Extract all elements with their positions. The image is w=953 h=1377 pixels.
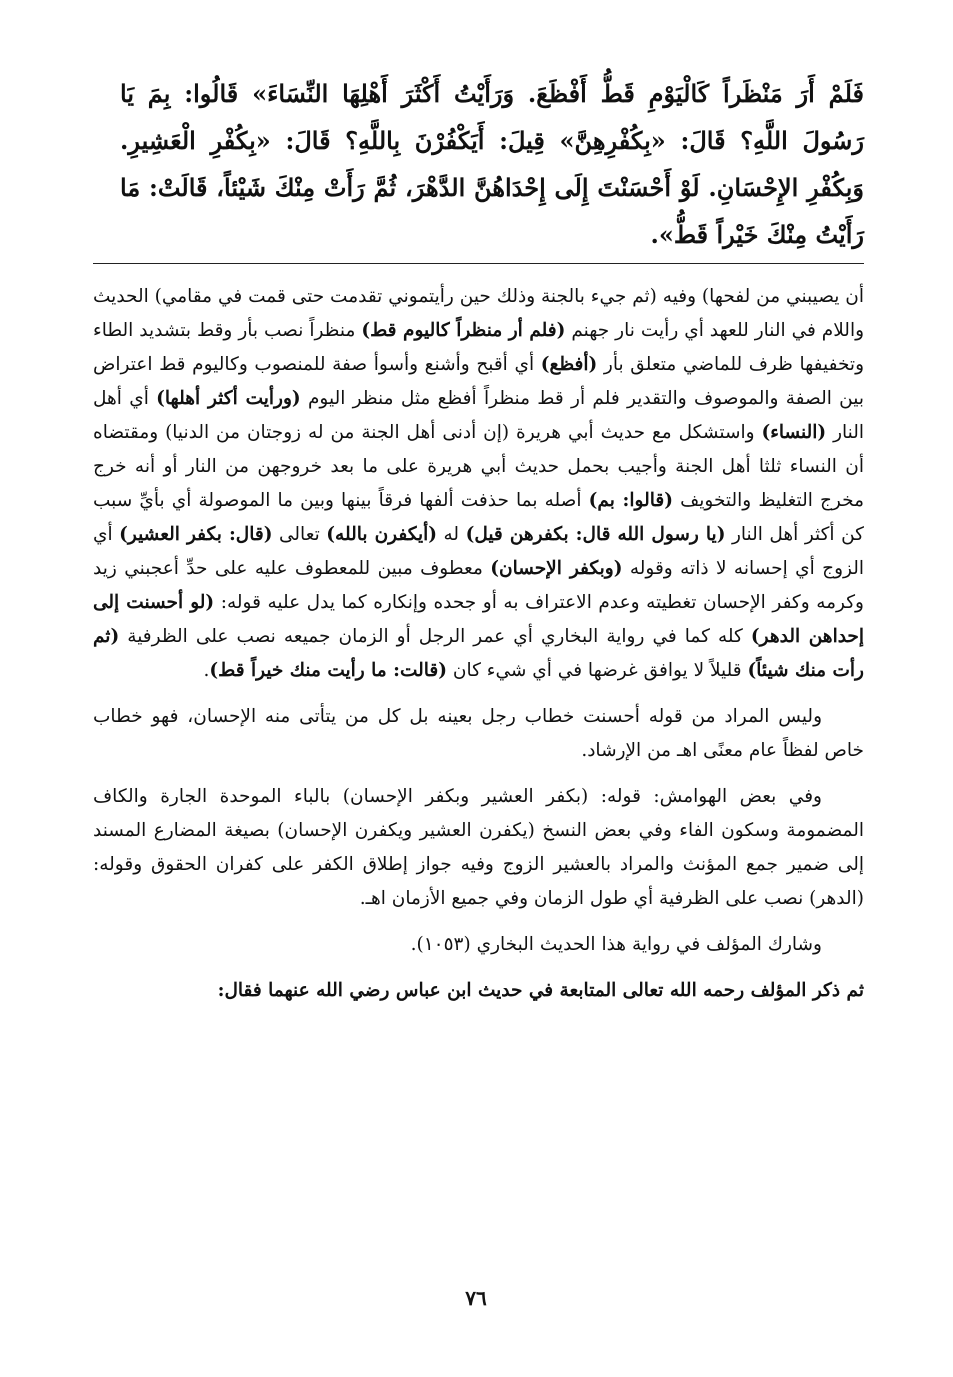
- hadith-text: فَلَمْ أَرَ مَنْظَراً كَالْيَوْمِ قَطُّ أَفْظَعَ. وَرَأَيْتُ أَكْثَرَ أَهْلِهَا النِّسَاءَ» قَالُوا: بِمَ يَا رَسُولَ اللَّهِ؟ قَالَ: «بِكُفْرِهِنَّ» قِيلَ: أَيَكْفُرْنَ بِاللَّهِ؟ قَالَ: «بِكُفْرِ الْعَشِيرِ. وَبِكُفْرِ الإِحْسَانِ. لَوْ أَحْسَنْتَ إِلَى إِحْدَاهُنَّ الدَّهْرَ، ثُمَّ رَأَتْ مِنْكَ شَيْئاً، قَالَتْ: مَا رَأَيْتُ مِنْكَ خَيْراً قَطُّ».: [120, 79, 864, 249]
- quoted-phrase: (يا رسول الله قال: بكفرهن قيل): [465, 524, 726, 545]
- quoted-phrase: (قالوا: بم): [588, 490, 673, 511]
- commentary-paragraph-2: وليس المراد من قوله أحسنت خطاب رجل بعينه بل كل من يتأتى منه الإحسان، فهو خطاب خاص لفظاً عام معنًى اهـ من الإرشاد.: [93, 706, 864, 761]
- quoted-phrase: (أيكفرن بالله): [326, 524, 437, 545]
- quoted-phrase: (قالت: ما رأيت منك خيراً قط): [209, 660, 447, 681]
- quoted-phrase: (قال: بكفر العشير): [119, 524, 273, 545]
- commentary-text: معطوف مبين للمعطوف عليه على حدِّ أعجبني زيد وكرمه وكفر الإحسان تغطيته وعدم الاعتراف به أو جحده وإنكاره كما يدل عليه قوله:: [93, 558, 864, 613]
- commentary-text: أصله بما حذفت ألفها فرقاً بينها وبين ما الموصولة أي بأيِّ سبب كن أكثر أهل النار: [93, 490, 864, 545]
- commentary-text: قليلاً لا يوافق غرضها في أي شيء كان: [447, 660, 748, 681]
- commentary-text: أن يصيبني من لفحها) وفيه (ثم جيء بالجنة وذلك حين رأيتموني تقدمت حتى قمت في مقامي) الحديث واللام في النار للعهد أي رأيت نار جهنم: [93, 286, 865, 341]
- commentary-paragraph-4: وشارك المؤلف في رواية هذا الحديث البخاري (١٠٥٣).: [410, 934, 822, 955]
- commentary-text: أي أهل النار: [93, 388, 864, 443]
- quoted-phrase: (وبكفر الإحسان): [490, 558, 623, 579]
- quoted-phrase: (ثم رأت منك شيئاً): [93, 626, 864, 681]
- commentary-text: منظراً نصب بأر وقط بتشديد الطاء وتخفيفها ظرف للماضي متعلق بأر: [93, 320, 864, 375]
- quoted-phrase: (النساء): [761, 422, 827, 443]
- quoted-phrase: (ورأيت أكثر أهلها): [156, 388, 301, 409]
- commentary-paragraph-5: [93, 974, 864, 1008]
- commentary-text: .: [203, 660, 210, 681]
- commentary-text: له: [436, 524, 466, 545]
- quoted-phrase: (فلم أر منظراً كاليوم قط): [361, 320, 566, 341]
- commentary-paragraph-3: وفي بعض الهوامش: قوله: (بكفر العشير وبكفر الإحسان) بالباء الموحدة الجارة والكاف المضمومة وسكون الفاء وفي بعض النسخ (يكفرن العشير ويكفرن الإحسان) بصيغة المضارع المسند إلى ضمير جمع المؤنث والمراد بالعشير الزوج وفيه جواز إطلاق الكفر على كفران الحقوق وقوله: (الدهر) نصب على الظرفية أي طول الزمان وفي جميع الأزمان اهـ.: [93, 786, 864, 909]
- quoted-phrase: (أفظع): [540, 354, 598, 375]
- commentary-text: أي الزوج أي إحسانه لا ذاته وقوله: [93, 524, 864, 579]
- commentary-text: واستشكل مع حديث أبي هريرة (إن أدنى أهل الجنة من له زوجتان من الدنيا) ومقتضاه أن النساء ثلثا أهل الجنة وأجيب بحمل حديث أبي هريرة على ما بعد خروجهن من النار أو أنه خرج مخرج التغليظ والتخويف: [93, 422, 864, 511]
- commentary-paragraph-1: [93, 280, 864, 688]
- commentary-text: تعالى: [272, 524, 327, 545]
- commentary-section: [93, 280, 864, 1020]
- page-number: ٧٦: [465, 1286, 487, 1310]
- commentary-text: كله كما في رواية البخاري أي عمر الرجل أو الزمان جميعه نصب على الظرفية: [119, 626, 751, 647]
- transition-sentence: ثم ذكر المؤلف رحمه الله تعالى المتابعة في حديث ابن عباس رضي الله عنهما فقال:: [217, 980, 864, 1001]
- footnote-divider: [93, 263, 864, 264]
- quoted-phrase: (لو أحسنت إلى إحداهن الدهر): [93, 592, 864, 647]
- commentary-text: أي أقبح وأشنع وأسوأ صفة للمنصوب وكاليوم قط اعتراض بين الصفة والموصوف والتقدير فلم أر قط منظراً أفظع مثل منظر اليوم: [93, 354, 864, 409]
